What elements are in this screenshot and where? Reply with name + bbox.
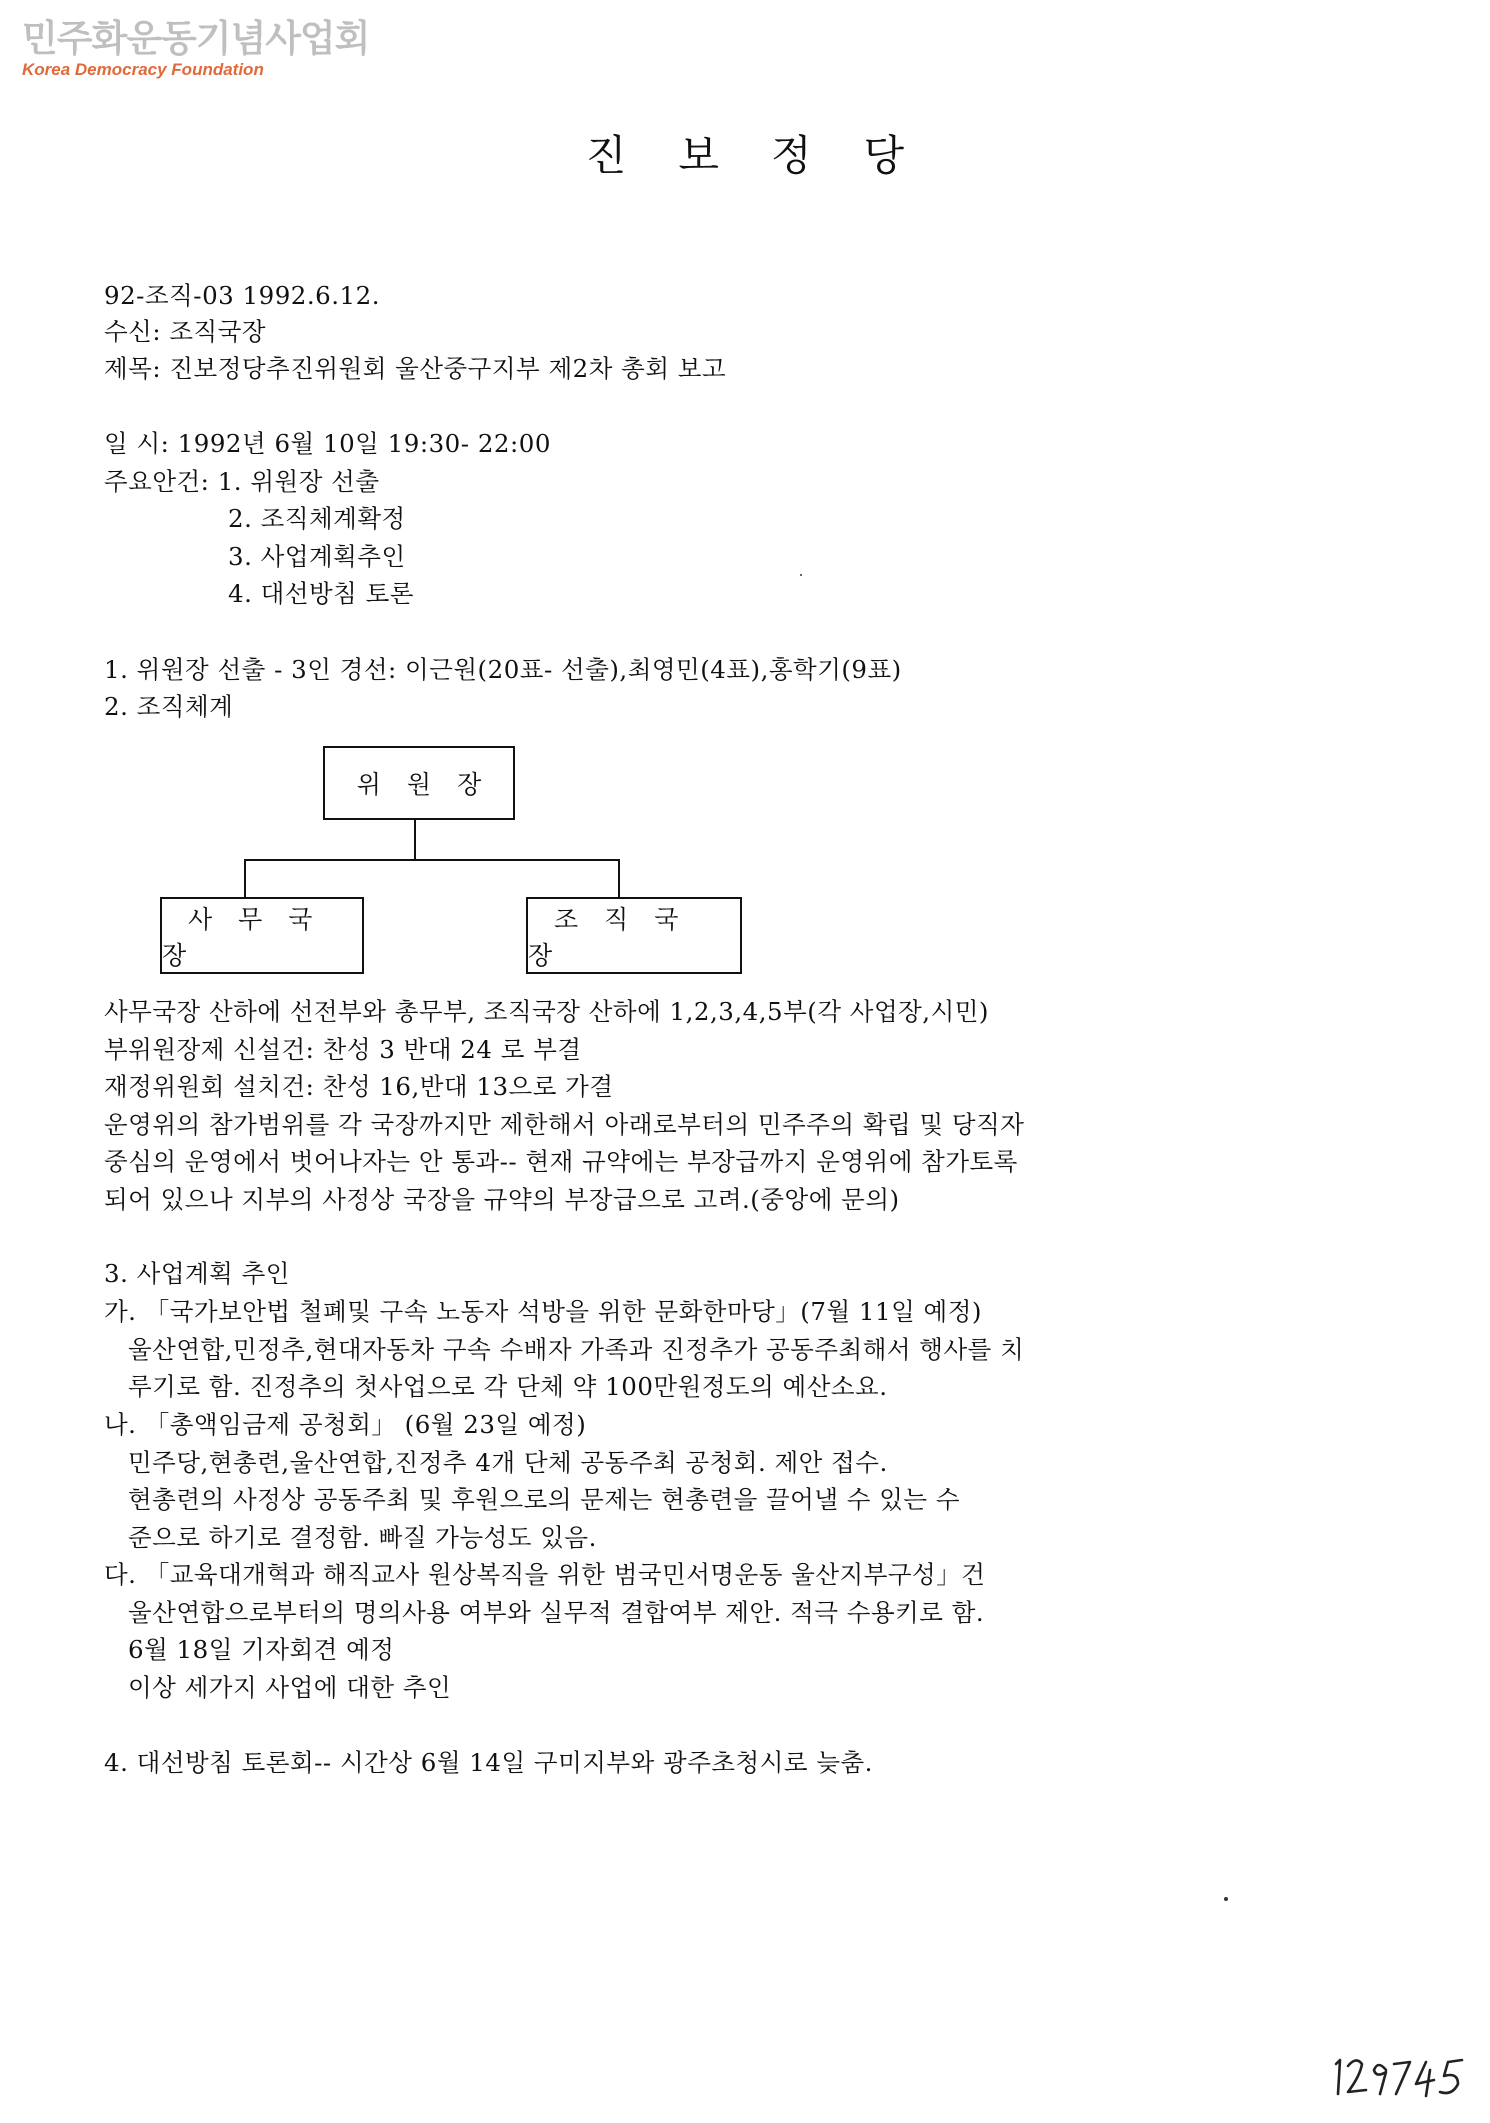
section-3-line: 울산연합으로부터의 명의사용 여부와 실무적 결합여부 제안. 적극 수용키로 함. xyxy=(128,1598,985,1627)
section-2-heading: 2. 조직체계 xyxy=(104,692,234,721)
section-3-item-da: 다. 「교육대개혁과 해직교사 원상복직을 위한 범국민서명운동 울산지부구성」건 xyxy=(104,1560,986,1589)
handwritten-page-number xyxy=(1330,2050,1470,2100)
foundation-logo xyxy=(22,17,370,79)
org-chart-connector-left xyxy=(244,859,246,897)
document-number-date: 92-조직-03 1992.6.12. xyxy=(104,281,381,310)
recipient-line: 수신: 조직국장 xyxy=(104,317,267,346)
section-3-item-na: 나. 「총액임금제 공청회」 (6월 23일 예정) xyxy=(104,1410,587,1439)
section-2-line: 사무국장 산하에 선전부와 총무부, 조직국장 산하에 1,2,3,4,5부(각 사업장,시민) xyxy=(104,997,989,1026)
logo-english-name: Korea Democracy Foundation xyxy=(22,60,264,79)
agenda-item: 4. 대선방침 토론 xyxy=(228,579,414,608)
org-chart-connector-horizontal xyxy=(244,859,620,861)
org-chart-connector-vertical xyxy=(414,820,416,861)
section-3-line: 이상 세가지 사업에 대한 추인 xyxy=(128,1673,452,1702)
org-chart-connector-right xyxy=(618,859,620,897)
logo-korean-name: 민주화운동기념사업회 xyxy=(22,17,370,60)
section-2-line: 운영위의 참가범위를 각 국장까지만 제한해서 아래로부터의 민주주의 확립 및 당직자 xyxy=(104,1110,1025,1139)
section-1-election: 1. 위원장 선출 - 3인 경선: 이근원(20표- 선출),최영민(4표),홍학기(9표) xyxy=(104,655,902,684)
section-3-line: 울산연합,민정추,현대자동차 구속 수배자 가족과 진정추가 공동주최해서 행사를 치 xyxy=(128,1335,1025,1364)
document-title: 진보정당 xyxy=(585,131,957,180)
scan-speck xyxy=(800,574,802,576)
agenda-item: 3. 사업계획추인 xyxy=(228,542,406,571)
section-3-line: 준으로 하기로 결정함. 빠질 가능성도 있음. xyxy=(128,1523,597,1552)
scan-speck xyxy=(1224,1897,1228,1901)
section-3-item-ga: 가. 「국가보안법 철폐및 구속 노동자 석방을 위한 문화한마당」(7월 11일 예정) xyxy=(104,1297,982,1326)
subject-line: 제목: 진보정당추진위원회 울산중구지부 제2차 총회 보고 xyxy=(104,354,727,383)
org-chart-chairman-box: 위원장 xyxy=(323,746,515,820)
section-2-line: 부위원장제 신설건: 찬성 3 반대 24 로 부결 xyxy=(104,1035,582,1064)
agenda-item: 2. 조직체계확정 xyxy=(228,504,406,533)
section-3-line: 현총련의 사정상 공동주최 및 후원으로의 문제는 현총련을 끌어낼 수 있는 수 xyxy=(128,1485,961,1514)
section-3-heading: 3. 사업계획 추인 xyxy=(104,1259,290,1288)
section-3-line: 6월 18일 기자회견 예정 xyxy=(128,1635,395,1664)
section-2-line: 되어 있으나 지부의 사정상 국장을 규약의 부장급으로 고려.(중앙에 문의) xyxy=(104,1185,900,1214)
agenda-label: 주요안건: 1. 위원장 선출 xyxy=(104,467,380,496)
section-3-line: 루기로 함. 진정추의 첫사업으로 각 단체 약 100만원정도의 예산소요. xyxy=(128,1372,888,1401)
section-3-line: 민주당,현총련,울산연합,진정추 4개 단체 공동주최 공청회. 제안 접수. xyxy=(128,1448,888,1477)
meeting-datetime: 일 시: 1992년 6월 10일 19:30- 22:00 xyxy=(104,429,551,458)
org-chart-secretary-general-box: 사무국장 xyxy=(160,897,364,974)
section-2-line: 중심의 운영에서 벗어나자는 안 통과-- 현재 규약에는 부장급까지 운영위에 참가토록 xyxy=(104,1147,1018,1176)
org-chart-organization-director-box: 조직국장 xyxy=(526,897,742,974)
section-2-line: 재정위원회 설치건: 찬성 16,반대 13으로 가결 xyxy=(104,1072,614,1101)
section-4-debate: 4. 대선방침 토론회-- 시간상 6월 14일 구미지부와 광주초청시로 늦춤. xyxy=(104,1748,873,1777)
